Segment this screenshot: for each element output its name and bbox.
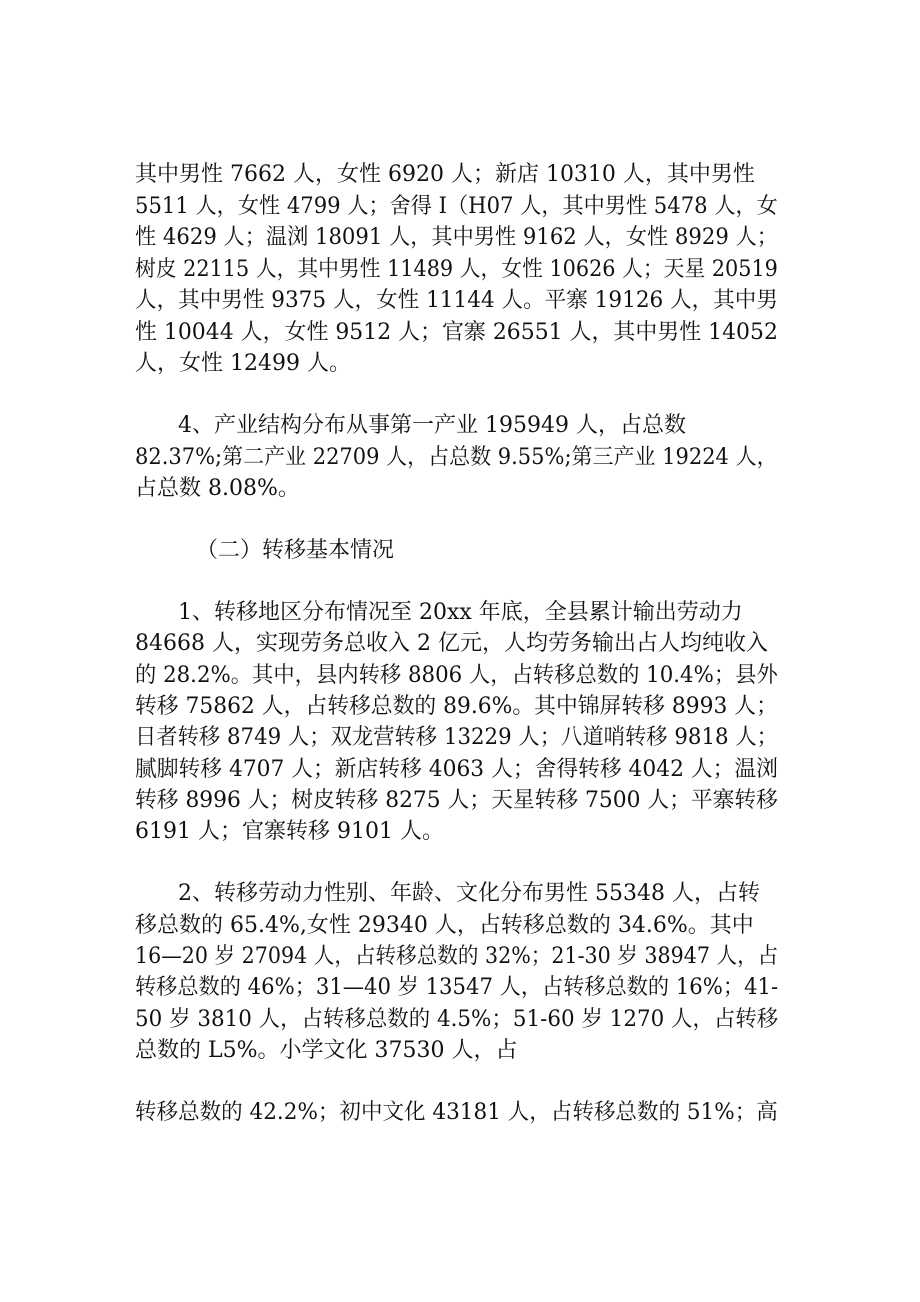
section-heading: （二）转移基本情况 [196,538,395,563]
text-line: 6191 人；官寨转移 9101 人。 [135,819,444,844]
text-line: 50 岁 3810 人，占转移总数的 4.5%；51-60 岁 1270 人，占转移 [135,1007,779,1032]
text-line: 转移 8996 人；树皮转移 8275 人；天星转移 7500 人；平寨转移 [135,788,778,813]
text-line: 总数的 L5%。小学文化 37530 人，占 [135,1038,518,1063]
text-line: 4、产业结构分布从事第一产业 195949 人，占总数 [178,413,686,438]
text-line: 16—20 岁 27094 人，占转移总数的 32%；21-30 岁 38947 人，占 [135,944,779,969]
text-line: 转移总数的 42.2%；初中文化 43181 人，占转移总数的 51%；高 [135,1100,778,1125]
text-line: 1、转移地区分布情况至 20xx 年底，全县累计输出劳动力 [178,600,743,625]
text-line: 2、转移劳动力性别、年龄、文化分布男性 55348 人，占转 [178,881,760,906]
text-line: 腻脚转移 4707 人；新店转移 4063 人；舍得转移 4042 人；温浏 [135,757,778,782]
text-line: 84668 人，实现劳务总收入 2 亿元，人均劳务输出占人均纯收入 [135,631,768,656]
text-line: 性 10044 人，女性 9512 人；官寨 26551 人，其中男性 14052 [135,320,778,345]
text-line: 移总数的 65.4%,女性 29340 人，占转移总数的 34.6%。其中 [135,913,754,938]
text-line: 的 28.2%。其中，县内转移 8806 人，占转移总数的 10.4%；县外 [135,663,778,688]
text-line: 转移 75862 人，占转移总数的 89.6%。其中锦屏转移 8993 人； [135,694,778,719]
text-line: 转移总数的 46%；31—40 岁 13547 人，占转移总数的 16%；41- [135,975,779,1000]
text-line: 82.37%;第二产业 22709 人，占总数 9.55%;第三产业 19224 人， [135,445,778,470]
text-line: 性 4629 人；温浏 18091 人，其中男性 9162 人，女性 8929 人； [135,225,778,250]
text-line: 树皮 22115 人，其中男性 11489 人，女性 10626 人；天星 20519 [135,257,778,282]
text-line: 日者转移 8749 人；双龙营转移 13229 人；八道哨转移 9818 人； [135,725,778,750]
text-line: 其中男性 7662 人，女性 6920 人；新店 10310 人，其中男性 [135,162,755,187]
text-line: 5511 人，女性 4799 人；舍得 I（H07 人，其中男性 5478 人，女 [135,194,778,219]
text-line: 人，女性 12499 人。 [135,351,351,376]
text-line: 人，其中男性 9375 人，女性 11144 人。平寨 19126 人，其中男 [135,288,778,313]
text-line: 占总数 8.08%。 [135,476,300,501]
